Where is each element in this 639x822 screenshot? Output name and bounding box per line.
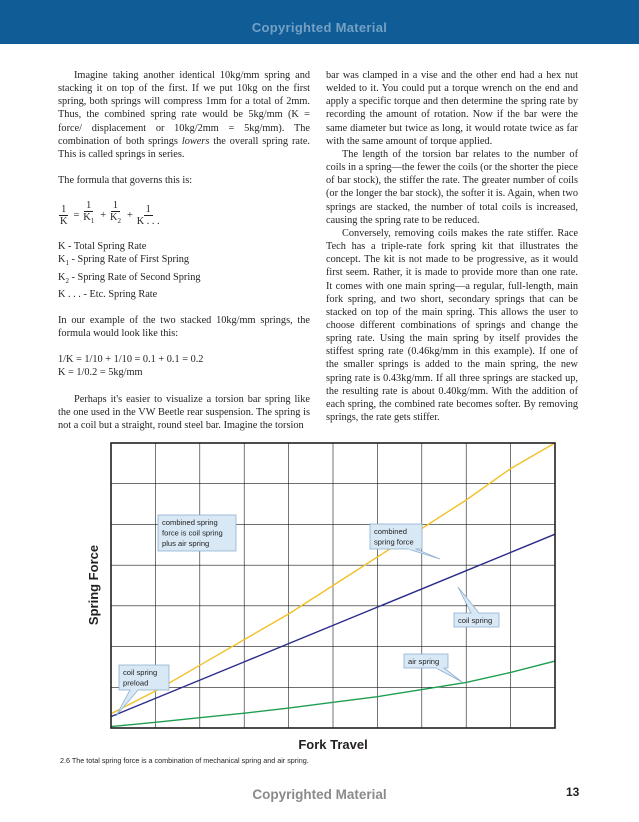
x-axis-label: Fork Travel (298, 737, 368, 752)
calc-line-1: 1/K = 1/10 + 1/10 = 0.1 + 0.1 = 0.2 (58, 354, 204, 366)
callout-text: force is coil spring (162, 528, 223, 538)
footer-watermark: Copyrighted Material (252, 787, 387, 802)
callout-text: plus air spring (162, 539, 210, 548)
callout-text: preload (123, 678, 149, 688)
callout-combined-spring-force (370, 524, 440, 559)
callout-text: coil spring (123, 668, 158, 677)
series-formula: $\frac{1}{K}$ = $\frac{1}{K_1}$ + $\frac{1}{K_2}$ + $\frac{1}{K . . .}$ (60, 200, 160, 228)
callout-pointer (436, 668, 462, 682)
definition-k: K - Total Spring Rate (58, 241, 147, 253)
spring-force-figure (58, 437, 580, 767)
left-paragraph-1: Imagine taking another identical 10kg/mm spring and stacking it on top of the first. If we put 10kg on the first spring, both springs will compress 1mm for a total of 2mm. Thus, the combined spring rate would be 5kg/mm (K = force/ displacement or 10kg/2mm = 5kg/mm). The combination of both springs lowers the overall spring rate. This is called springs in series. (58, 70, 310, 160)
callout-text: combined spring (162, 518, 218, 527)
callout-air-spring (404, 654, 462, 682)
left-paragraph-3: In our example of the two stacked 10kg/mm springs, the formula would look like this: (58, 315, 310, 340)
callout-text: air spring (408, 657, 440, 666)
right-paragraph-3: Conversely, removing coils makes the rate stiffer. Race Tech has a triple-rate fork spring kit that illustrates the concept. The kit is not made to be progressive, as it would first seem. Rather, it is made to provide more than one rate. It comes with one main spring—a regular, full-length, main fork spring, and two short, secondary springs that can be stacked on top of the main spring. This allows the user to choose different combinations of springs and change the spring rate. Using the main spring by itself provides the stiffest spring rate (0.46kg/mm in this example). If one of the smaller springs is added to the main spring, the new spring rate is 0.43kg/mm. If all three springs are stacked up, the resulting rate is about 0.40kg/mm. With the addition of each spring, the combined rate becomes softer. By removing springs, the rate gets stiffer. (326, 227, 578, 424)
callout-coil-spring-preload (116, 665, 169, 716)
figure-caption: 2.6 The total spring force is a combination of mechanical spring and air spring. (60, 756, 309, 765)
callout-text: spring force (374, 537, 414, 547)
callout-combined-note (158, 515, 236, 551)
callout-pointer (408, 549, 440, 559)
left-column (58, 69, 310, 432)
right-column (326, 69, 578, 424)
callout-pointer (116, 690, 138, 716)
right-paragraph-1: bar was clamped in a vise and the other end had a hex nut welded to it. You could put a torque wrench on the end and apply a specific torque and then determine the spring rate by recording the amount of rotation. Now if the bar were the same diameter but twice as long, it would rotate twice as far with the same amount of torque applied. (326, 70, 578, 147)
definition-k-etc: K . . . - Etc. Spring Rate (58, 288, 158, 300)
right-paragraph-2: The length of the torsion bar relates to the number of coils in a spring—the fewer the coils (or the shorter the piece of bar stock), the stiffer the rate. The greater number of coils (or the longer the bar stock), the softer it is. Again, when two springs are stacked, the number of total coils is increased, causing the spring rate to be reduced. (326, 148, 578, 226)
left-paragraph-4: Perhaps it's easier to visualize a torsion bar spring like the one used in the VW Beetle rear suspension. The spring is not a coil but a straight, round steel bar. Imagine the torsion (58, 393, 310, 431)
definition-k2: $K_2$ - Spring Rate of Second Spring (58, 271, 201, 285)
header-band (0, 0, 639, 44)
header-watermark: Copyrighted Material (251, 20, 388, 35)
definition-k1: $K_1$ - Spring Rate of First Spring (58, 254, 190, 268)
calc-line-2: K = 1/0.2 = 5kg/mm (58, 367, 143, 379)
page-number: 13 (566, 785, 580, 799)
callout-text: combined (374, 527, 407, 536)
callout-coil-spring (454, 587, 499, 627)
left-paragraph-2: The formula that governs this is: (58, 175, 193, 187)
callout-text: coil spring (458, 616, 493, 625)
spring-force-chart (58, 437, 580, 767)
y-axis-label: Spring Force (86, 544, 101, 626)
callout-pointer (458, 587, 479, 613)
